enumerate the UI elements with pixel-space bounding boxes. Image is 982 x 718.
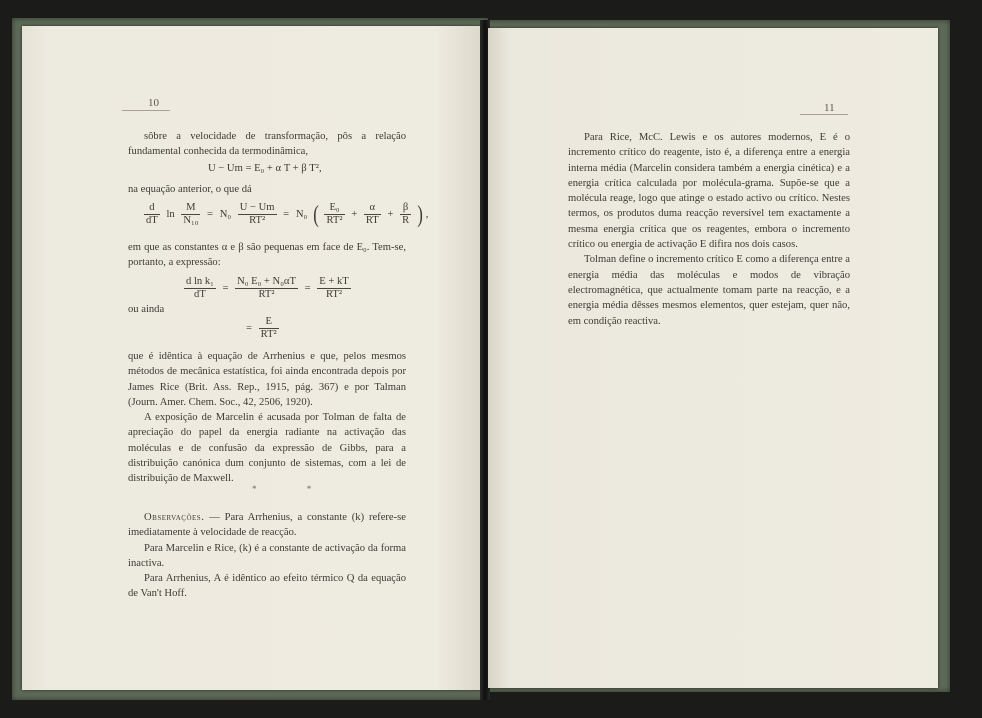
equation-4 [244, 316, 281, 341]
m-fraction [181, 202, 200, 227]
ln-operator: ln [166, 209, 175, 220]
equals-sign: = [246, 323, 252, 334]
numerator: d [144, 202, 160, 215]
header-rule [122, 110, 170, 111]
observation-3: Para Arrhenius, A é idêntico ao efeito térmico Q da equação de Van't Hoff. [128, 573, 406, 600]
rhs-fraction [317, 276, 351, 301]
beta-fraction [400, 202, 411, 227]
alpha-fraction [364, 202, 381, 227]
numerator: N₀ E₀ + N₀αT [237, 276, 296, 287]
right-page [488, 28, 938, 688]
equation-3 [182, 276, 353, 301]
denominator: RT² [260, 329, 277, 340]
right-paren: ) [416, 201, 423, 228]
equals-sign: = [283, 209, 290, 220]
denominator: dT [146, 215, 158, 226]
equals-sign: = [207, 209, 214, 220]
observation-2: Para Marcelin e Rice, (k) é a constante de activação da forma inactiva. [128, 542, 406, 569]
denominator: RT² [325, 289, 343, 300]
paragraph-text: ou ainda [128, 304, 165, 315]
paragraph-text: em que as constantes α e β são pequenas em face de E₀. Tem-se, portanto, a expressão: [128, 242, 406, 269]
header-rule [800, 114, 848, 115]
paragraph-text: sôbre a velocidade de transformação, pôs a relação fundamental conhecida da termodinâmica, [128, 131, 406, 158]
left-paren: ( [313, 201, 319, 228]
paragraph-text: Para Rice, McC. Lewis e os autores modernos, E é o incremento crítico do reagente, isto é, a diferença entre a energia interna média (Marcelin considera também a energia cinética) e a energia crítica calculada por molécula-grama. Supõe-se que a molécula reage, logo que atinge o estado activo ou crítico. Nestes termos, os produtos duma reacção reversível tem exactamente a mesma energia crítica que os reagentes, embora o incremento crítico ou energia de activação E difira nos dois casos. [568, 132, 850, 251]
observations [128, 510, 406, 602]
paragraph [128, 240, 406, 271]
numerator: E [259, 316, 279, 329]
numerator: U − Um [239, 202, 275, 213]
paragraph [128, 182, 406, 197]
page-number: 11 [824, 102, 835, 114]
numerator: E₀ [324, 202, 344, 215]
equation-2 [142, 202, 430, 227]
observation-text: — Para Arrhenius, a constante (k) refere-se imediatamente à velocidade de reacção. [128, 512, 406, 539]
denominator: dT [194, 289, 206, 300]
page-number: 10 [148, 97, 159, 109]
u-fraction [238, 202, 277, 227]
numerator: M [181, 202, 200, 215]
observation-1 [128, 510, 406, 541]
denominator: N₁₀ [183, 215, 199, 226]
lhs-fraction [184, 276, 216, 301]
paragraph [128, 129, 406, 160]
left-page [22, 26, 482, 690]
denominator: RT² [249, 215, 266, 226]
paragraph [568, 130, 850, 329]
paragraph-text: na equação anterior, o que dá [128, 184, 252, 195]
section-separator: * * [252, 484, 336, 494]
n0-symbol: N₀ [295, 209, 308, 220]
paragraph-text: que é idêntica à equação de Arrhenius e que, pelos mesmos métodos de mecânica estatística, foi ainda encontrada depois por James Rice (Brit. Ass. Rep., 1915, pág. 367) e por Talman (Journ. Amer. Chem. Soc., 42, 2506, 1920). [128, 351, 406, 408]
denominator: RT [365, 215, 379, 226]
e-over-rt-fraction [259, 316, 279, 341]
denominator: RT² [326, 215, 343, 226]
n0-symbol: N₀ [219, 209, 232, 220]
numerator: β [400, 202, 411, 215]
paragraph-text: Tolman define o incremento crítico E como a diferença entre a energia média das moléculas e modos de vibração electromagnética, que actualmente tomam parte na reacção, e a energia média dêsses mesmos elementos, quer estejam, quer não, em condição reactiva. [568, 254, 850, 327]
denominator: R [402, 215, 410, 226]
numerator: E + kT [319, 276, 349, 287]
e-fraction [324, 202, 344, 227]
denominator: RT² [258, 289, 275, 300]
numerator: α [364, 202, 381, 215]
plus-sign: + [387, 209, 394, 220]
middle-fraction [235, 276, 298, 301]
observations-heading: Observações. [144, 512, 205, 523]
equation-1: U − Um = E₀ + α T + β T², [208, 163, 322, 174]
derivative-fraction [144, 202, 160, 227]
paragraph [128, 349, 406, 487]
trailing-comma: , [425, 209, 429, 220]
plus-sign: + [351, 209, 358, 220]
ou-ainda-text [128, 302, 228, 317]
numerator: d ln k₁ [186, 276, 214, 287]
equals-sign: = [304, 283, 311, 294]
paragraph-text: A exposição de Marcelin é acusada por Tolman de falta de apreciação do papel da energia radiante na activação das moléculas e de confusão da expressão de Gibbs, para a distribuição canónica dum conjunto de sistemas, com a lei de distribuição de Maxwell. [128, 412, 406, 485]
equals-sign: = [222, 283, 229, 294]
